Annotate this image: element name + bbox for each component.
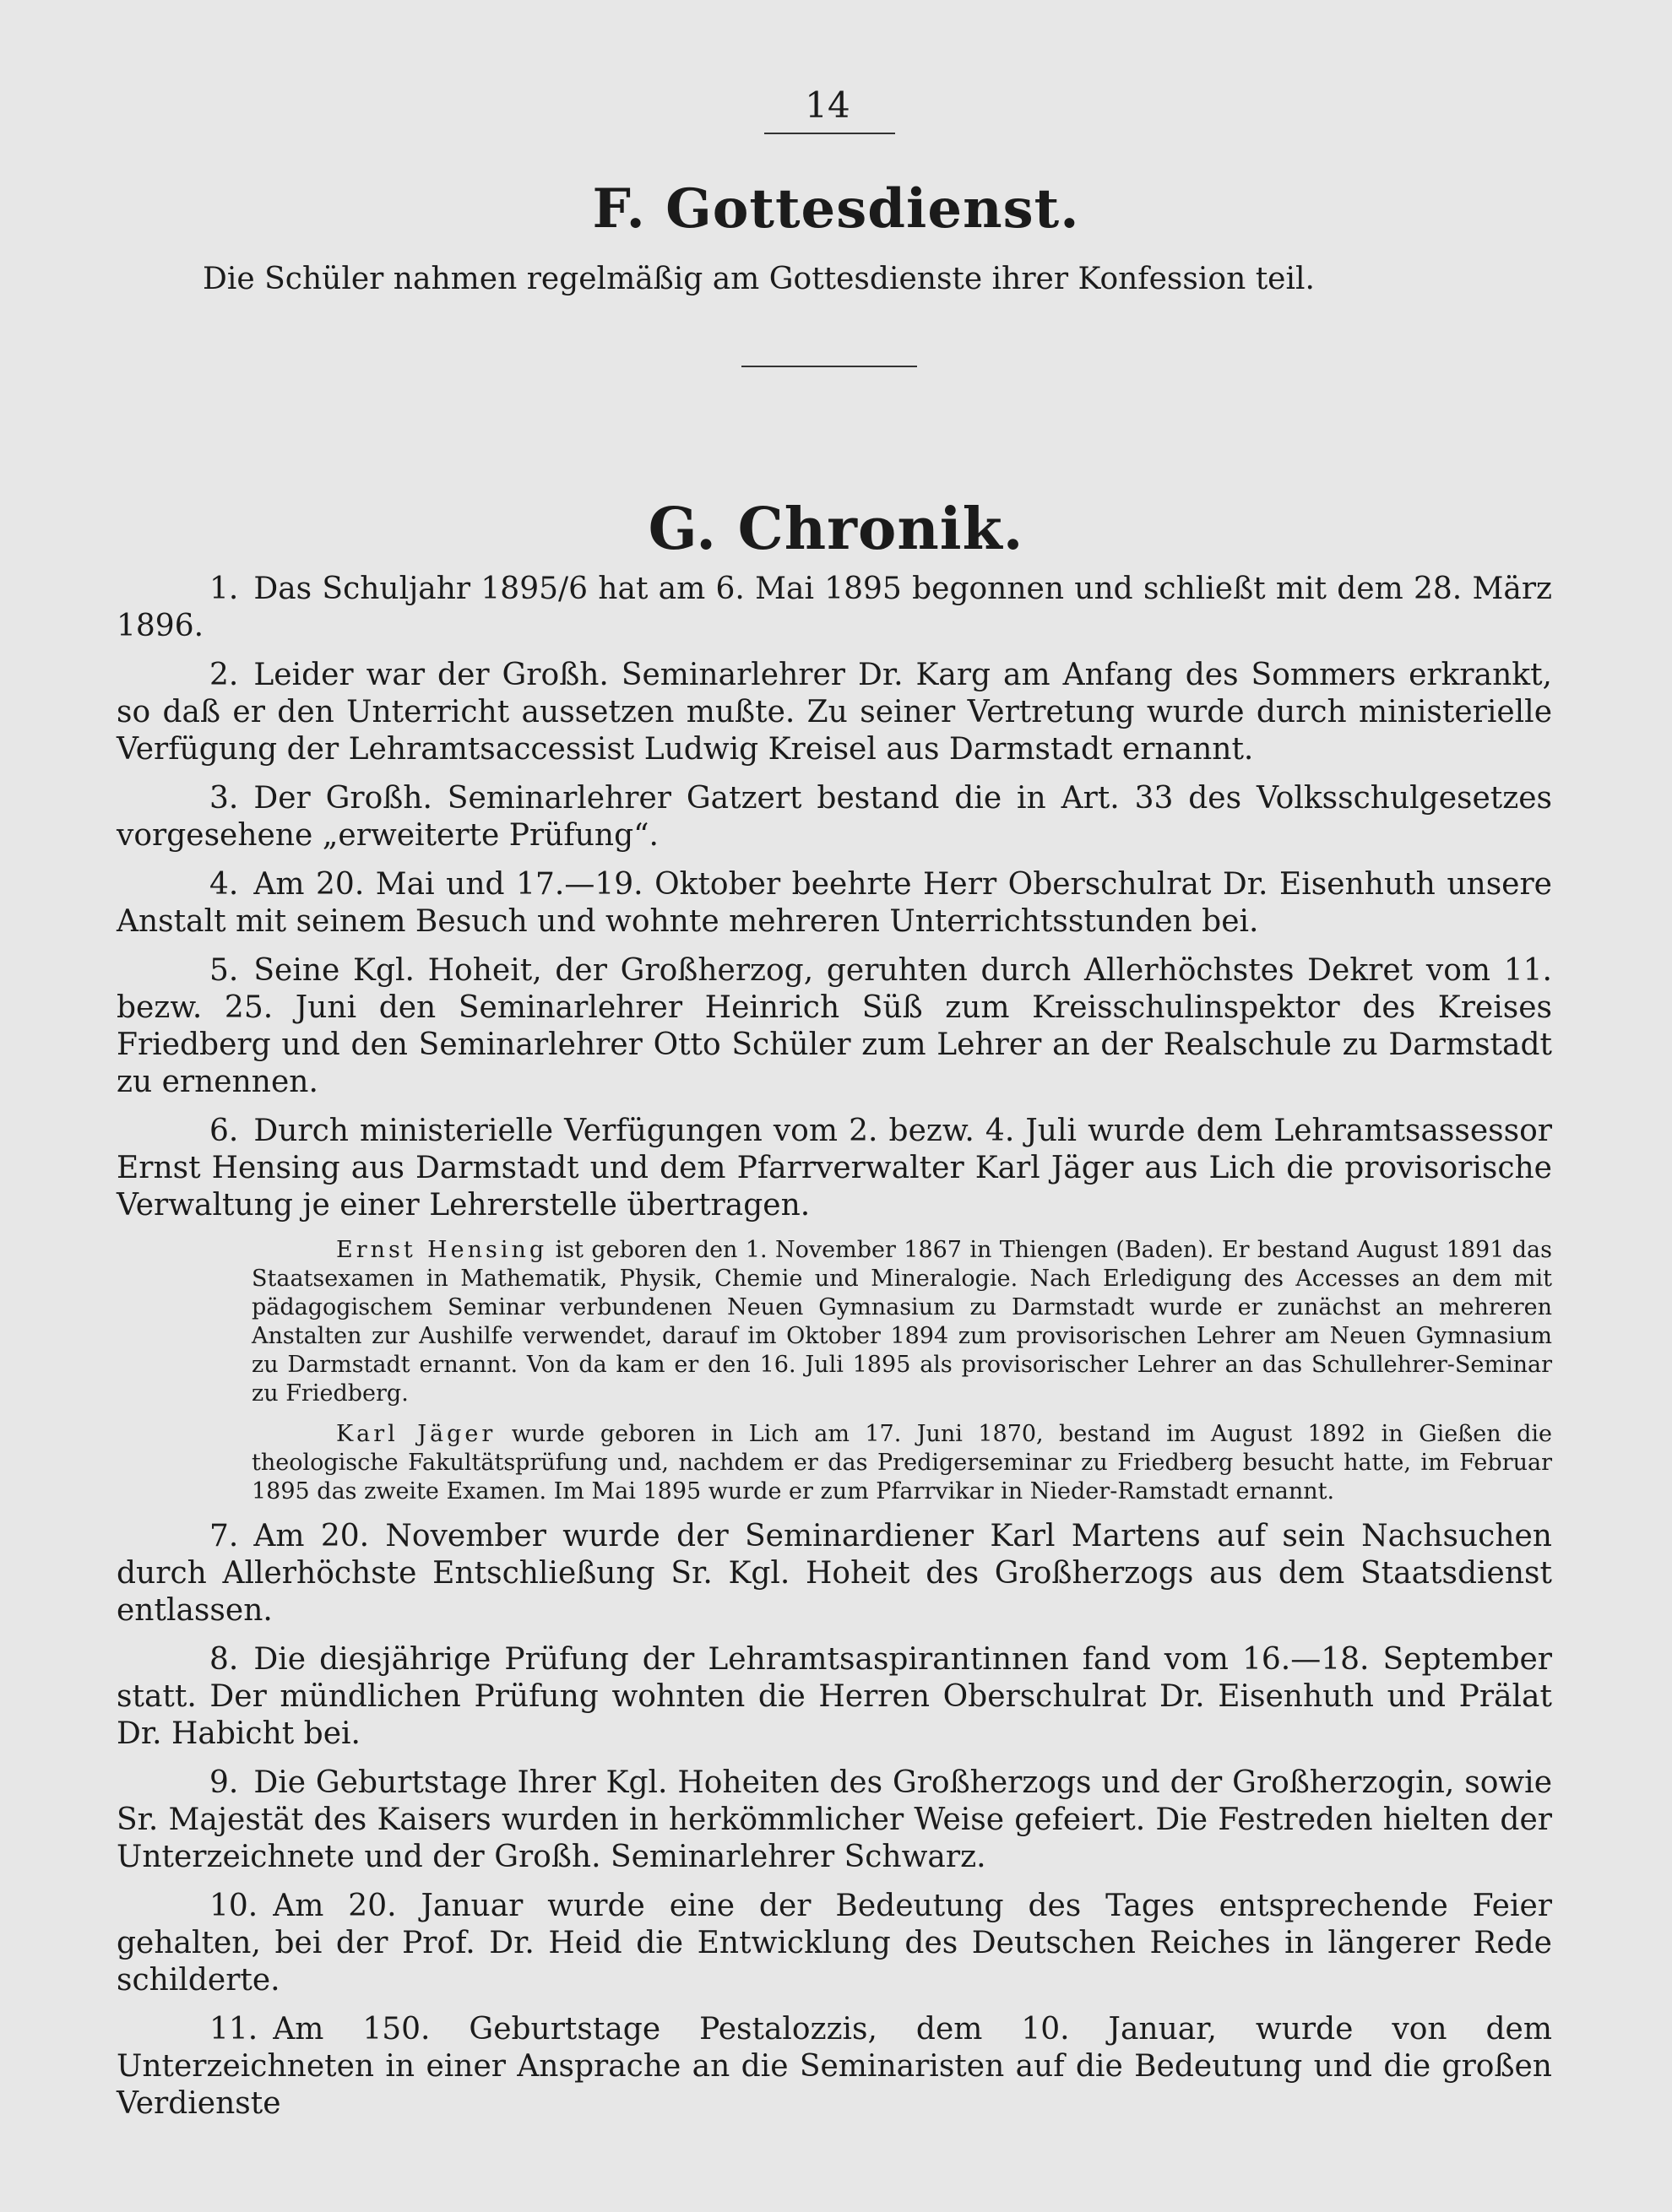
chronik-item [117, 1518, 1552, 1629]
chronik-item [117, 952, 1552, 1101]
item-text: Leider war der Großh. Seminarlehrer Dr. Karg am Anfang des Sommers erkrankt, so daß er den Unterricht aussetzen mußte. Zu seiner Vertretung wurde durch ministerielle Verfügung der Lehramtsaccessist Ludwig Kreisel aus Darmstadt ernannt. [117, 658, 1552, 767]
chronik-item [117, 1765, 1552, 1876]
note-text: wurde geboren in Lich am 17. Juni 1870, bestand im August 1892 in Gießen die theologische Fakultätsprüfung und, nachdem er das Predigerseminar zu Friedberg besucht hatte, im Februar 1895 das zweite Examen. Im Mai 1895 wurde er zum Pfarrvikar in Nieder-Ramstadt ernannt. [252, 1421, 1552, 1504]
item-number: 1. [209, 572, 239, 606]
item-text: Der Großh. Seminarlehrer Gatzert bestand die in Art. 33 des Volksschulgesetzes vorgesehene „erweiterte Prüfung“. [117, 781, 1552, 853]
item-number: 4. [209, 867, 239, 902]
biographical-note [252, 1236, 1552, 1408]
chronik-item [117, 1113, 1552, 1224]
item-number: 11. [209, 2012, 258, 2047]
item-number: 3. [209, 781, 239, 816]
chronik-body [117, 571, 1552, 2134]
item-text: Am 20. November wurde der Seminardiener Karl Martens auf sein Nachsuchen durch Allerhöchste Entschließung Sr. Kgl. Hoheit des Großherzogs aus dem Staatsdienst entlassen. [117, 1519, 1552, 1628]
item-text: Durch ministerielle Verfügungen vom 2. bezw. 4. Juli wurde dem Lehramtsassessor Ernst Hensing aus Darmstadt und dem Pfarrverwalter Karl Jäger aus Lich die provisorische Verwaltung je einer Lehrerstelle übertragen. [117, 1114, 1552, 1223]
chronik-item [117, 780, 1552, 854]
chronik-item [117, 866, 1552, 941]
page-number-rule [764, 133, 895, 134]
section-separator-rule [741, 366, 917, 367]
item-text: Am 150. Geburtstage Pestalozzis, dem 10. Januar, wurde von dem Unterzeichneten in einer Ansprache an die Seminaristen auf die Bedeutung und die großen Verdienste [117, 2012, 1552, 2121]
note-text: ist geboren den 1. November 1867 in Thiengen (Baden). Er bestand August 1891 das Staatsexamen in Mathematik, Physik, Chemie und Mineralogie. Nach Erledigung des Accesses an dem mit pädagogischem Seminar verbundenen Neuen Gymnasium zu Darmstadt wurde er zunächst an mehreren Anstalten zur Aushilfe verwendet, darauf im Oktober 1894 zum provisorischen Lehrer am Neuen Gymnasium zu Darmstadt ernannt. Von da kam er den 16. Juli 1895 als provisorischer Lehrer an das Schullehrer-Seminar zu Friedberg. [252, 1237, 1553, 1407]
biographical-note [252, 1420, 1552, 1506]
item-number: 9. [209, 1765, 239, 1800]
chronik-item [117, 1641, 1552, 1753]
item-number: 2. [209, 658, 239, 692]
item-text: Das Schuljahr 1895/6 hat am 6. Mai 1895 begonnen und schließt mit dem 28. März 1896. [117, 572, 1552, 643]
item-number: 5. [209, 953, 239, 988]
section-g-heading: G. Chronik. [648, 496, 1024, 563]
item-text: Am 20. Mai und 17.—19. Oktober beehrte Herr Oberschulrat Dr. Eisenhuth unsere Anstalt mit seinem Besuch und wohnte mehreren Unterrichtsstunden bei. [117, 867, 1552, 939]
item-text: Die diesjährige Prüfung der Lehramtsaspirantinnen fand vom 16.—18. September statt. Der mündlichen Prüfung wohnten die Herren Oberschulrat Dr. Eisenhuth und Prälat Dr. Habicht bei. [117, 1642, 1552, 1751]
item-text: Die Geburtstage Ihrer Kgl. Hoheiten des Großherzogs und der Großherzogin, sowie Sr. Majestät des Kaisers wurden in herkömmlicher Weise gefeiert. Die Festreden hielten der Unterzeichnete und der Großh. Seminarlehrer Schwarz. [117, 1765, 1552, 1874]
note-name: Ernst Hensing [336, 1237, 548, 1263]
chronik-item [117, 2011, 1552, 2123]
note-name: Karl Jäger [336, 1421, 497, 1447]
section-f-heading: F. Gottesdienst. [592, 177, 1080, 241]
page-number: 14 [805, 84, 850, 126]
item-text: Am 20. Januar wurde eine der Bedeutung des Tages entsprechende Feier gehalten, bei der Prof. Dr. Heid die Entwicklung des Deutschen Reiches in längerer Rede schilderte. [117, 1889, 1552, 1998]
item-number: 6. [209, 1114, 239, 1148]
item-number: 7. [209, 1519, 239, 1553]
chronik-item [117, 571, 1552, 645]
chronik-item [117, 1888, 1552, 1999]
section-f-text: Die Schüler nahmen regelmäßig am Gottesdienste ihrer Konfession teil. [203, 262, 1315, 296]
chronik-item [117, 657, 1552, 768]
item-number: 10. [209, 1889, 258, 1923]
item-text: Seine Kgl. Hoheit, der Großherzog, geruhten durch Allerhöchstes Dekret vom 11. bezw. 25. Juni den Seminarlehrer Heinrich Süß zum Kreisschulinspektor des Kreises Friedberg und den Seminarlehrer Otto Schüler zum Lehrer an der Realschule zu Darmstadt zu ernennen. [117, 953, 1552, 1099]
item-number: 8. [209, 1642, 239, 1677]
